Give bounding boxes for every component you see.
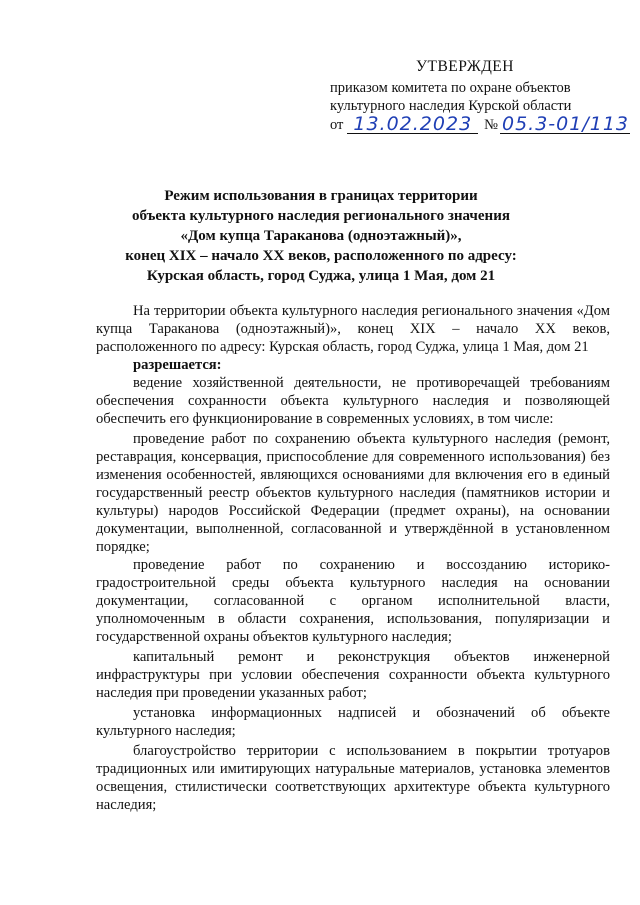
intro-paragraph: На территории объекта культурного наследия регионального значения «Дом купца Тараканова (одноэтажный)», конец XIX – начало XX веков, расположенного по адресу: Курская область, город Суджа, улица 1 Мая, дом 21	[96, 303, 610, 355]
approval-line-1: приказом комитета по охране объектов	[330, 80, 571, 96]
document-body	[96, 302, 610, 814]
title-line-3: «Дом купца Тараканова (одноэтажный)»,	[180, 228, 462, 244]
handwritten-number: 05.3-01/113	[502, 113, 630, 135]
paragraph-item: проведение работ по сохранению и воссозданию историко-градостроительной среды объекта культурного наследия на основании документации, согласованной с органом исполнительной власти, уполномоченным в области сохранения, использования, популяризации и государственной охраны объектов культурного наследия;	[96, 557, 610, 645]
paragraph-item: ведение хозяйственной деятельности, не противоречащей требованиям обеспечения сохранности объекта культурного наследия и позволяющей обеспечить его функционирование в современных условиях, в том числе:	[96, 375, 610, 427]
title-line-2: объекта культурного наследия регионального значения	[132, 208, 510, 224]
paragraph-item: проведение работ по сохранению объекта культурного наследия (ремонт, реставрация, консервация, приспособление для современного использования) без изменения особенностей, являющихся основаниями для включения его в единый государственный реестр объектов культурного наследия (памятников истории и культуры) народов Российской Федерации (предмет охраны), на основании документации, выполненной, согласованной и утверждённой в установленном порядке;	[96, 431, 610, 555]
number-prefix: №	[484, 117, 498, 133]
title-line-4: конец XIX – начало XX веков, расположенного по адресу:	[125, 248, 517, 264]
approval-line-2: культурного наследия Курской области	[330, 98, 572, 114]
paragraph-item: капитальный ремонт и реконструкция объектов инженерной инфраструктуры при условии обеспечения сохранности объекта культурного наследия при проведении указанных работ;	[96, 649, 610, 701]
allowed-label: разрешается:	[133, 357, 222, 373]
document-title	[80, 186, 562, 286]
title-line-5: Курская область, город Суджа, улица 1 Мая, дом 21	[146, 268, 496, 284]
title-line-1: Режим использования в границах территории	[164, 188, 478, 204]
approval-date-number-line	[330, 115, 630, 134]
approval-stamp-block	[330, 58, 630, 134]
paragraph-item: благоустройство территории с использованием в покрытии тротуаров традиционных или имитирующих натуральные материалов, установка элементов освещения, стилистически соответствующих архитектуре объекта культурного наследия;	[96, 743, 610, 813]
paragraph-item: установка информационных надписей и обозначений об объекте культурного наследия;	[96, 705, 610, 739]
approval-heading: УТВЕРЖДЕН	[416, 58, 514, 75]
date-prefix: от	[330, 117, 344, 133]
handwritten-date: 13.02.2023	[347, 115, 478, 134]
